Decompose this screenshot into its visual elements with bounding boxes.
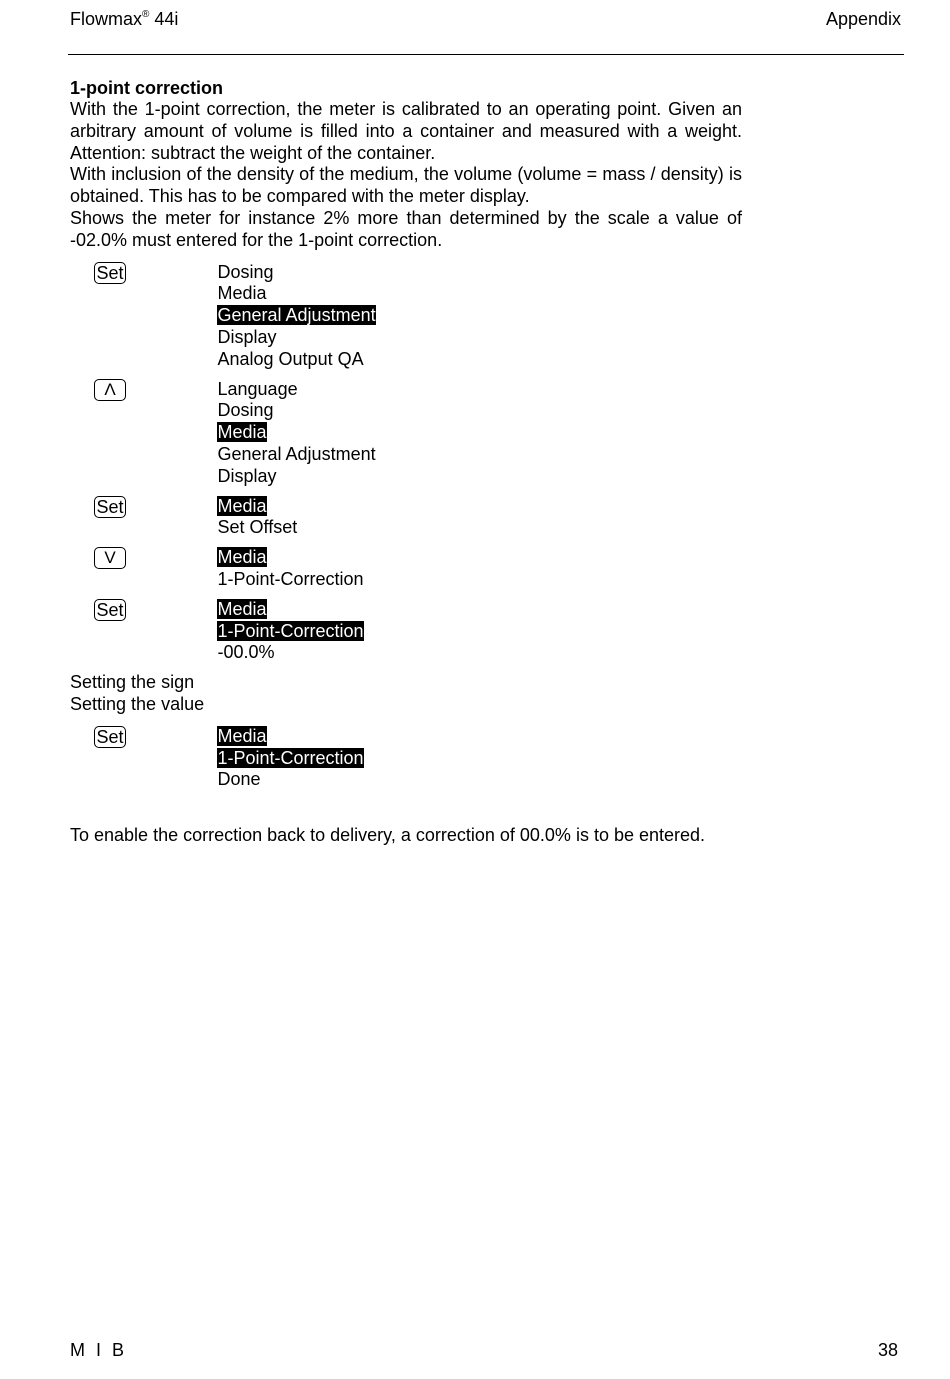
display-line-text: 1-Point-Correction <box>217 568 364 589</box>
intro-paragraph: With the 1-point correction, the meter is calibrated to an operating point. Given an arbitrary amount of volume is filled into a container and measured with a weight. Attention: subtract the weight of the container. <box>70 99 742 163</box>
display-line-selected <box>217 422 742 444</box>
display-line <box>217 262 742 284</box>
display-line-text: General Adjustment <box>217 305 376 326</box>
procedure-step <box>70 599 742 664</box>
display-line-text: 1-Point-Correction <box>217 620 364 641</box>
display-line <box>217 349 742 371</box>
display-line-text: Media <box>217 598 267 619</box>
display-line-text: Media <box>217 495 267 516</box>
notes <box>70 672 742 716</box>
display-line-selected <box>217 726 742 748</box>
set-key-icon: Set <box>94 262 126 284</box>
display-line-selected <box>217 599 742 621</box>
down-key-icon: V <box>94 547 126 569</box>
footer-left: M I B <box>70 1340 128 1360</box>
display-line <box>217 327 742 349</box>
display-screen <box>217 379 742 488</box>
registered-mark: ® <box>142 9 150 20</box>
display-line-selected <box>217 305 742 327</box>
page-number: 38 <box>877 1340 898 1360</box>
display-line-text: Language <box>217 378 298 399</box>
intro-paragraph: With inclusion of the density of the medium, the volume (volume = mass / density) is obtained. This has to be compared with the meter display. <box>70 164 742 207</box>
note-line: Setting the value <box>70 693 205 714</box>
display-line-text: Media <box>217 547 267 568</box>
display-line-text: Display <box>217 465 277 486</box>
display-line <box>217 379 742 401</box>
display-line <box>217 517 742 539</box>
page-content <box>70 77 742 847</box>
display-line-text: Dosing <box>217 261 274 282</box>
display-line-text: Display <box>217 326 277 347</box>
display-screen <box>217 496 742 540</box>
set-key-icon: Set <box>94 496 126 518</box>
intro-paragraph: Shows the meter for instance 2% more than determined by the scale a value of -02.0% must entered for the 1-point correction. <box>70 207 742 250</box>
display-line-text: Dosing <box>217 400 274 421</box>
display-line <box>217 569 742 591</box>
display-line <box>217 769 742 791</box>
up-key-icon: Λ <box>94 379 126 401</box>
display-line-selected <box>217 547 742 569</box>
procedure-step <box>70 496 742 540</box>
display-line-text: Media <box>217 283 267 304</box>
display-line-selected <box>217 621 742 643</box>
closing-text: To enable the correction back to delivery, a correction of 00.0% is to be entered. <box>70 825 706 846</box>
display-line-text: -00.0% <box>217 642 275 663</box>
procedure-step <box>70 262 742 371</box>
set-key-icon: Set <box>94 599 126 621</box>
display-line-text: 1-Point-Correction <box>217 747 364 768</box>
display-line-text: Analog Output QA <box>217 348 364 369</box>
display-line <box>217 400 742 422</box>
display-line-selected <box>217 748 742 770</box>
display-line-selected <box>217 496 742 518</box>
display-line-text: General Adjustment <box>217 443 376 464</box>
display-screen <box>217 726 742 791</box>
display-line-text: Media <box>217 422 267 443</box>
product-model: 44i <box>154 9 179 29</box>
display-line <box>217 283 742 305</box>
display-line <box>217 642 742 664</box>
procedure-steps <box>70 262 742 665</box>
product-name: Flowmax <box>70 9 143 29</box>
display-line-text: Done <box>217 769 261 790</box>
display-line <box>217 444 742 466</box>
note-line: Setting the sign <box>70 672 195 693</box>
intro-text <box>70 99 742 252</box>
procedure-step <box>70 379 742 488</box>
display-line-text: Media <box>217 725 267 746</box>
header-divider <box>68 54 904 55</box>
procedure-step <box>70 726 742 791</box>
procedure-step <box>70 547 742 591</box>
display-line-text: Set Offset <box>217 517 298 538</box>
final-step <box>70 726 742 791</box>
display-screen <box>217 599 742 664</box>
header-product <box>70 9 178 30</box>
header-section: Appendix <box>825 9 901 29</box>
display-line <box>217 466 742 488</box>
display-screen <box>217 547 742 591</box>
display-screen <box>217 262 742 371</box>
section-title: 1-point correction <box>70 78 224 98</box>
set-key-icon: Set <box>94 726 126 748</box>
